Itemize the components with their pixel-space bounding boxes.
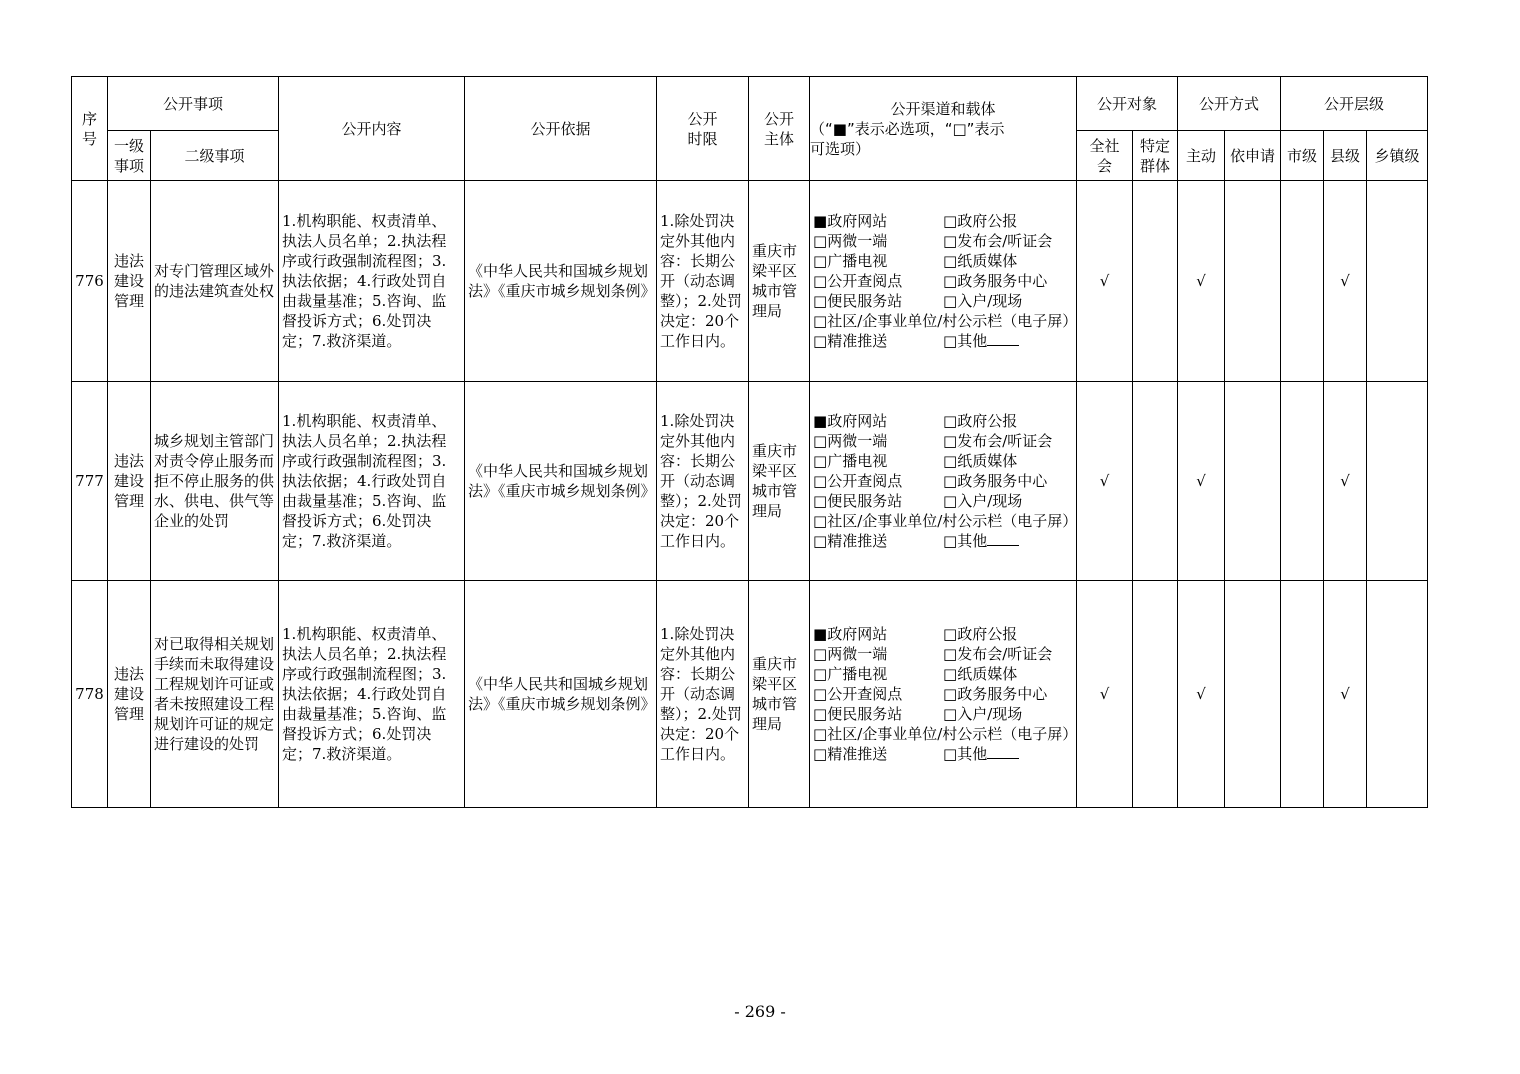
- channel-option: □公开查阅点: [813, 685, 903, 703]
- row-level1-line: 管理: [113, 292, 144, 310]
- channel-option: □发布会/听证会: [943, 645, 1053, 663]
- table-row: [72, 382, 1428, 581]
- row-subject: 重庆市梁平区城市管理局: [749, 181, 810, 382]
- channel-option: □精准推送: [813, 332, 888, 350]
- row-seq: 776: [72, 181, 108, 382]
- header-level1: [108, 131, 151, 181]
- row-subject: 重庆市梁平区城市管理局: [749, 382, 810, 581]
- row-basis: 《中华人民共和国城乡规划法》《重庆市城乡规划条例》: [465, 382, 657, 581]
- header-level-city: 市级: [1281, 131, 1324, 181]
- channel-option: □公开查阅点: [813, 472, 903, 490]
- channel-option: □社区/企事业单位/村公示栏（电子屏）: [813, 725, 1078, 743]
- channel-option: □入户/现场: [943, 292, 1023, 310]
- channel-option: □政府公报: [943, 212, 1018, 230]
- channel-option: □纸质媒体: [943, 665, 1018, 683]
- blank-line: [987, 531, 1019, 546]
- row-target-all: √: [1077, 181, 1133, 382]
- header-time-limit: [657, 77, 749, 181]
- header-channel: [810, 77, 1077, 181]
- channel-option-other-label: □其他: [943, 332, 988, 350]
- header-target-specific: [1133, 131, 1178, 181]
- row-time-limit: 1.除处罚决定外其他内容：长期公开（动态调整）；2.处罚决定：20个工作日内。: [657, 181, 749, 382]
- row-level1-line: 违法: [113, 452, 144, 470]
- row-mode-request: [1225, 581, 1281, 808]
- row-mode-active: √: [1178, 581, 1225, 808]
- channel-option: □便民服务站: [813, 492, 903, 510]
- row-level2: 对已取得相关规划手续而未取得建设工程规划许可证或者未按照建设工程规划许可证的规定进行建设的处罚: [151, 581, 279, 808]
- header-level-county: 县级: [1324, 131, 1367, 181]
- channel-option: □政府公报: [943, 625, 1018, 643]
- channel-option: □入户/现场: [943, 705, 1023, 723]
- row-target-all: √: [1077, 382, 1133, 581]
- channel-option-other-label: □其他: [943, 532, 988, 550]
- channel-option-other: [943, 331, 1073, 351]
- channel-option: □入户/现场: [943, 492, 1023, 510]
- row-level1-line: 违法: [113, 252, 144, 270]
- channel-option: □发布会/听证会: [943, 432, 1053, 450]
- header-target-all-text: 全社会: [1089, 136, 1120, 175]
- row-mode-active: √: [1178, 382, 1225, 581]
- row-target-specific: [1133, 382, 1178, 581]
- disclosure-table: [71, 76, 1428, 808]
- header-subject-text: 公开主体: [764, 109, 795, 148]
- row-level1-line: 建设: [113, 272, 144, 290]
- row-level-city: [1281, 581, 1324, 808]
- row-time-limit: 1.除处罚决定外其他内容：长期公开（动态调整）；2.处罚决定：20个工作日内。: [657, 382, 749, 581]
- channel-option: □政府公报: [943, 412, 1018, 430]
- header-level1-text: 一级事项: [113, 136, 144, 175]
- row-level2: 城乡规划主管部门对责令停止服务而拒不停止服务的供水、供电、供气等企业的处罚: [151, 382, 279, 581]
- channel-option: □广播电视: [813, 665, 888, 683]
- channel-option: ■政府网站: [813, 212, 888, 230]
- row-target-specific: [1133, 181, 1178, 382]
- channel-option: □便民服务站: [813, 705, 903, 723]
- row-level-county: √: [1324, 382, 1367, 581]
- channel-option: □便民服务站: [813, 292, 903, 310]
- header-channel-title: 公开渠道和载体: [890, 99, 996, 118]
- channel-option: □公开查阅点: [813, 272, 903, 290]
- channel-option: □精准推送: [813, 532, 888, 550]
- channel-option: □两微一端: [813, 232, 888, 250]
- channel-option: □政务服务中心: [943, 272, 1048, 290]
- table-row: [72, 581, 1428, 808]
- channel-option: □政务服务中心: [943, 472, 1048, 490]
- header-item-group: 公开事项: [108, 77, 279, 131]
- channel-option: □政务服务中心: [943, 685, 1048, 703]
- row-level1-line: 管理: [113, 492, 144, 510]
- row-level-town: [1367, 181, 1428, 382]
- header-level-group: 公开层级: [1281, 77, 1428, 131]
- channel-option: □纸质媒体: [943, 452, 1018, 470]
- row-content: 1.机构职能、权责清单、执法人员名单；2.执法程序或行政强制流程图；3.执法依据；4.行政处罚自由裁量基准；5.咨询、监督投诉方式；6.处罚决定；7.救济渠道。: [279, 181, 465, 382]
- row-seq: 778: [72, 581, 108, 808]
- row-level1: [108, 181, 151, 382]
- row-level1: [108, 382, 151, 581]
- table-row: [72, 181, 1428, 382]
- row-subject: 重庆市梁平区城市管理局: [749, 581, 810, 808]
- row-basis: 《中华人民共和国城乡规划法》《重庆市城乡规划条例》: [465, 581, 657, 808]
- row-seq: 777: [72, 382, 108, 581]
- row-content: 1.机构职能、权责清单、执法人员名单；2.执法程序或行政强制流程图；3.执法依据；4.行政处罚自由裁量基准；5.咨询、监督投诉方式；6.处罚决定；7.救济渠道。: [279, 581, 465, 808]
- channel-option: □广播电视: [813, 452, 888, 470]
- page-number: - 269 -: [734, 1002, 786, 1021]
- header-level2: 二级事项: [151, 131, 279, 181]
- row-level-town: [1367, 382, 1428, 581]
- channel-option-other: [943, 531, 1073, 551]
- blank-line: [987, 744, 1019, 759]
- row-basis: 《中华人民共和国城乡规划法》《重庆市城乡规划条例》: [465, 181, 657, 382]
- row-target-all: √: [1077, 581, 1133, 808]
- header-mode-request: 依申请: [1225, 131, 1281, 181]
- channel-option: □精准推送: [813, 745, 888, 763]
- row-level-city: [1281, 181, 1324, 382]
- channel-option: □纸质媒体: [943, 252, 1018, 270]
- row-time-limit: 1.除处罚决定外其他内容：长期公开（动态调整）；2.处罚决定：20个工作日内。: [657, 581, 749, 808]
- channel-option-other-label: □其他: [943, 745, 988, 763]
- channel-option: □两微一端: [813, 432, 888, 450]
- row-level1-line: 管理: [113, 705, 144, 723]
- channel-option: ■政府网站: [813, 412, 888, 430]
- channel-option: □发布会/听证会: [943, 232, 1053, 250]
- header-mode-group: 公开方式: [1178, 77, 1281, 131]
- channel-option: □社区/企事业单位/村公示栏（电子屏）: [813, 512, 1078, 530]
- row-level1-line: 建设: [113, 472, 144, 490]
- row-level-county: √: [1324, 181, 1367, 382]
- row-mode-request: [1225, 382, 1281, 581]
- header-channel-note-1: （“■”表示必选项，“□”表示: [810, 119, 1005, 138]
- channel-option: □社区/企事业单位/村公示栏（电子屏）: [813, 312, 1078, 330]
- header-seq-text: 序号: [81, 109, 97, 148]
- row-channels: [810, 382, 1077, 581]
- row-content: 1.机构职能、权责清单、执法人员名单；2.执法程序或行政强制流程图；3.执法依据；4.行政处罚自由裁量基准；5.咨询、监督投诉方式；6.处罚决定；7.救济渠道。: [279, 382, 465, 581]
- row-level1-line: 建设: [113, 685, 144, 703]
- blank-line: [987, 331, 1019, 346]
- header-subject: [749, 77, 810, 181]
- channel-option: □两微一端: [813, 645, 888, 663]
- row-level-county: √: [1324, 581, 1367, 808]
- row-mode-active: √: [1178, 181, 1225, 382]
- row-mode-request: [1225, 181, 1281, 382]
- header-target-specific-text: 特定群体: [1140, 136, 1171, 175]
- header-time-limit-text: 公开时限: [687, 109, 718, 148]
- row-level1-line: 违法: [113, 665, 144, 683]
- header-target-group: 公开对象: [1077, 77, 1178, 131]
- row-target-specific: [1133, 581, 1178, 808]
- row-level-town: [1367, 581, 1428, 808]
- row-channels: [810, 581, 1077, 808]
- channel-option: □广播电视: [813, 252, 888, 270]
- header-seq: [72, 77, 108, 181]
- row-channels: [810, 181, 1077, 382]
- row-level-city: [1281, 382, 1324, 581]
- header-target-all: [1077, 131, 1133, 181]
- header-content: 公开内容: [279, 77, 465, 181]
- row-level2: 对专门管理区域外的违法建筑查处权: [151, 181, 279, 382]
- header-level-town: 乡镇级: [1367, 131, 1428, 181]
- header-basis: 公开依据: [465, 77, 657, 181]
- channel-option-other: [943, 744, 1073, 764]
- header-mode-active: 主动: [1178, 131, 1225, 181]
- channel-option: ■政府网站: [813, 625, 888, 643]
- header-channel-note-2: 可选项）: [810, 139, 871, 158]
- row-level1: [108, 581, 151, 808]
